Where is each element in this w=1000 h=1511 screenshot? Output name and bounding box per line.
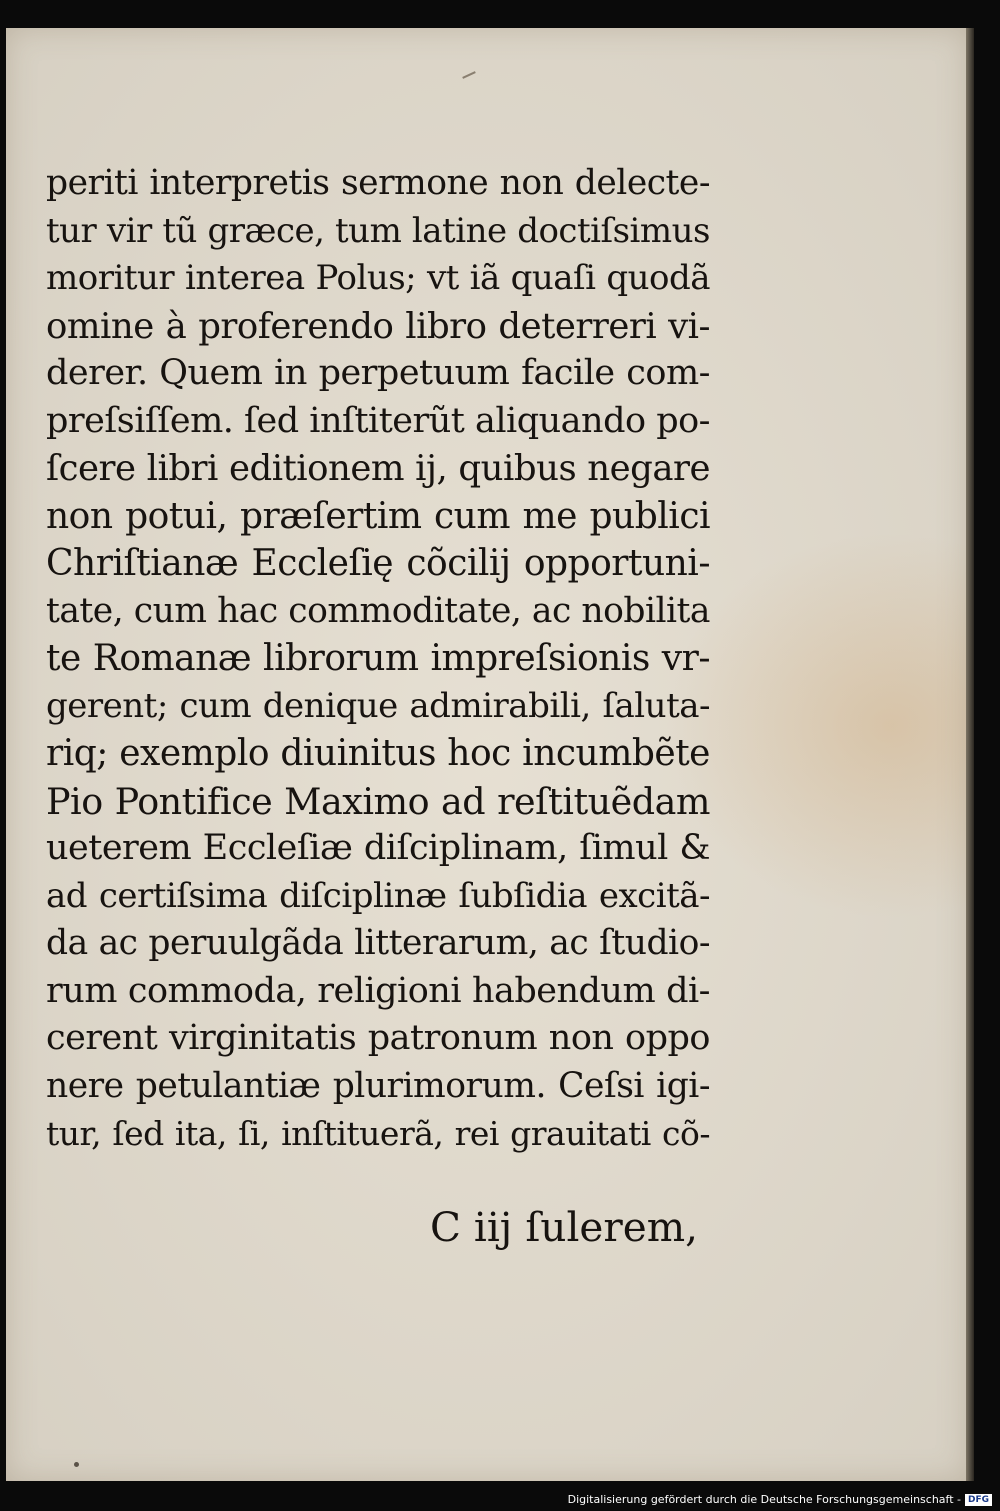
credit-text: Digitalisierung gefördert durch die Deutsche Forschungsgemeinschaft -	[567, 1493, 961, 1506]
text-line: non potui, præſertim cum me publici	[46, 495, 710, 537]
text-line: nere petulantiæ plurimorum. Ceſsi igi-	[46, 1065, 710, 1106]
catchword: ſulerem,	[525, 1203, 698, 1251]
text-line: ſcere libri editionem ij, quibus negare	[46, 448, 710, 489]
text-line: Chriſtianæ Eccleſię cõcilij opportuni-	[46, 543, 710, 584]
text-line: da ac peruulgãda litterarum, ac ſtudio-	[46, 923, 710, 963]
digitization-credit	[568, 1493, 992, 1506]
text-line: tate, cum hac commoditate, ac nobilita	[46, 590, 710, 631]
text-line: te Romanæ librorum impreſsionis vr-	[46, 638, 710, 679]
text-line: ueterem Eccleſiæ diſciplinam, ſimul &	[46, 828, 710, 868]
text-line: Pio Pontifice Maximo ad reſtituẽdam	[46, 779, 710, 823]
ink-mark	[462, 71, 476, 79]
text-line: cerent virginitatis patronum non oppo	[46, 1018, 710, 1058]
text-line: rum commoda, religioni habendum di-	[46, 970, 710, 1011]
signature-mark: C iij	[430, 1203, 513, 1251]
text-line: ad certiſsima diſciplinæ ſubſidia excitã-	[46, 875, 710, 916]
text-line: derer. Quem in perpetuum facile com-	[46, 353, 710, 393]
text-line: omine à proferendo libro deterreri vi-	[46, 305, 710, 347]
text-line: tur, ſed ita, ſi, inſtituerã, rei grauitati cõ-	[46, 1114, 710, 1153]
ink-dot	[74, 1462, 79, 1467]
text-line: periti interpretis sermone non delecte-	[46, 163, 710, 203]
body-text	[46, 160, 710, 1158]
text-line: preſsiſſem. ſed inſtiterũt aliquando po-	[46, 400, 710, 441]
dfg-logo: DFG	[965, 1494, 992, 1506]
signature-row	[46, 1203, 710, 1251]
text-line: gerent; cum denique admirabili, ſaluta-	[46, 685, 710, 726]
text-line: moritur interea Polus; vt iã quaſi quodã	[46, 258, 710, 298]
text-line: riq; exemplo diuinitus hoc incumbẽte	[46, 733, 710, 774]
text-line: tur vir tũ græce, tum latine doctiſsimus	[46, 210, 710, 251]
page-edge	[966, 28, 974, 1481]
